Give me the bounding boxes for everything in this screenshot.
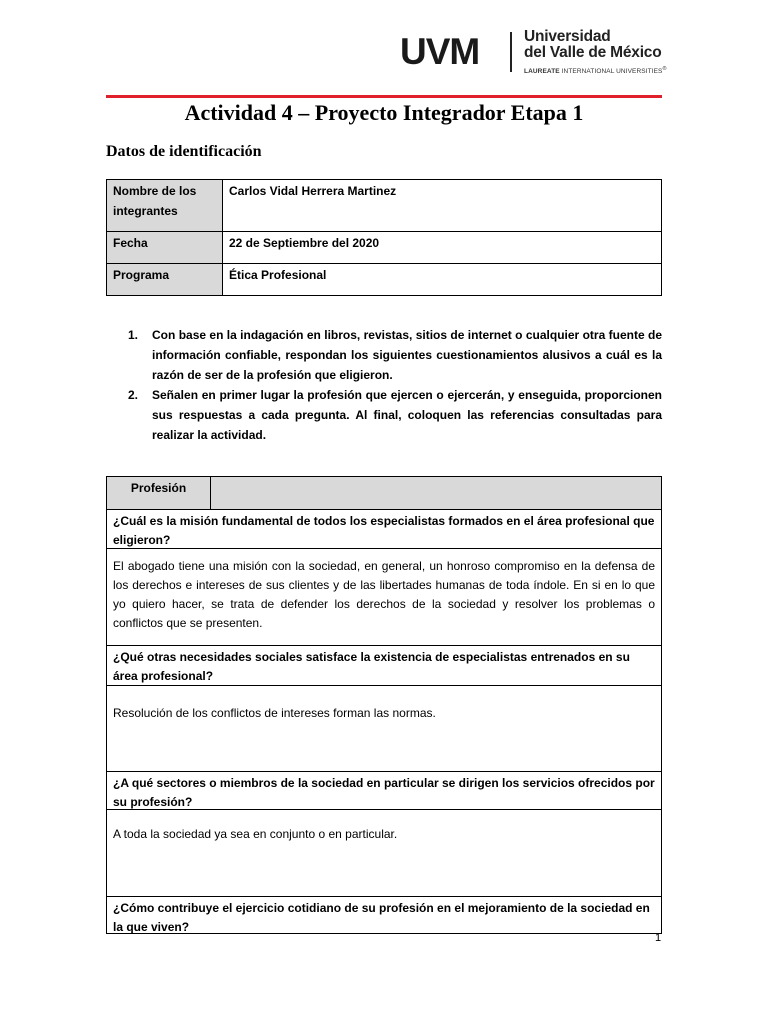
- ident-value: 22 de Septiembre del 2020: [223, 232, 662, 264]
- answer-1: El abogado tiene una misión con la sociedad, en general, un honroso compromiso en la defensa de los derechos e intereses de sus clientes y de las libertades humanas de toda índole. En si en lo que yo quiero hacer, se trata de defender los derechos de la sociedad y resolver los problemas o conflictos que se presenten.: [107, 549, 661, 646]
- question-1: ¿Cuál es la misión fundamental de todos los especialistas formados en el área profesional que eligieron?: [107, 510, 661, 549]
- section-title: Datos de identificación: [106, 143, 262, 160]
- answer-2: Resolución de los conflictos de intereses forman las normas.: [107, 686, 661, 772]
- list-item: [128, 385, 662, 445]
- profession-row: [107, 477, 661, 510]
- identification-table: [106, 179, 662, 296]
- question-3: ¿A qué sectores o miembros de la sociedad en particular se dirigen los servicios ofrecidos por su profesión?: [107, 772, 661, 810]
- ident-label: Nombre de los integrantes: [107, 180, 223, 232]
- ident-label: Fecha: [107, 232, 223, 264]
- ident-value: Ética Profesional: [223, 264, 662, 296]
- page-number: 1: [655, 932, 662, 944]
- instructions-list: [128, 325, 662, 445]
- instruction-text: Con base en la indagación en libros, revistas, sitios de internet o cualquier otra fuente de información confiable, respondan los siguientes cuestionamientos alusivos a cuál es la razón de ser de la profesión que eligieron.: [152, 328, 662, 382]
- question-2: ¿Qué otras necesidades sociales satisface la existencia de especialistas entrenados en su área profesional?: [107, 646, 661, 686]
- ident-value: Carlos Vidal Herrera Martinez: [223, 180, 662, 232]
- uvm-logo-mark: [400, 36, 504, 66]
- university-name: Universidad del Valle de México: [524, 28, 662, 61]
- uvm-logo: [400, 28, 667, 76]
- laureate-tagline: LAUREATE INTERNATIONAL UNIVERSITIES®: [524, 66, 667, 76]
- svg-text:UVM: UVM: [400, 36, 480, 66]
- instruction-text: Señalen en primer lugar la profesión que ejercen o ejercerán, y enseguida, proporcionen sus respuestas a cada pregunta. Al final, coloquen las referencias consultadas para realizar la actividad.: [152, 388, 662, 442]
- questionnaire-table: [106, 476, 662, 934]
- logo-separator: [510, 32, 512, 72]
- list-item: [128, 325, 662, 385]
- answer-3: A toda la sociedad ya sea en conjunto o en particular.: [107, 810, 661, 897]
- table-row: [107, 264, 662, 296]
- profession-label: Profesión: [107, 477, 211, 510]
- table-row: [107, 180, 662, 232]
- list-number: 2.: [128, 388, 139, 402]
- table-row: [107, 232, 662, 264]
- question-4: ¿Cómo contribuye el ejercicio cotidiano de su profesión en el mejoramiento de la sociedad en la que viven?: [107, 897, 661, 934]
- ident-label: Programa: [107, 264, 223, 296]
- document-title: Actividad 4 – Proyecto Integrador Etapa 1: [184, 100, 584, 125]
- list-number: 1.: [128, 328, 139, 342]
- header-red-rule: [106, 95, 662, 98]
